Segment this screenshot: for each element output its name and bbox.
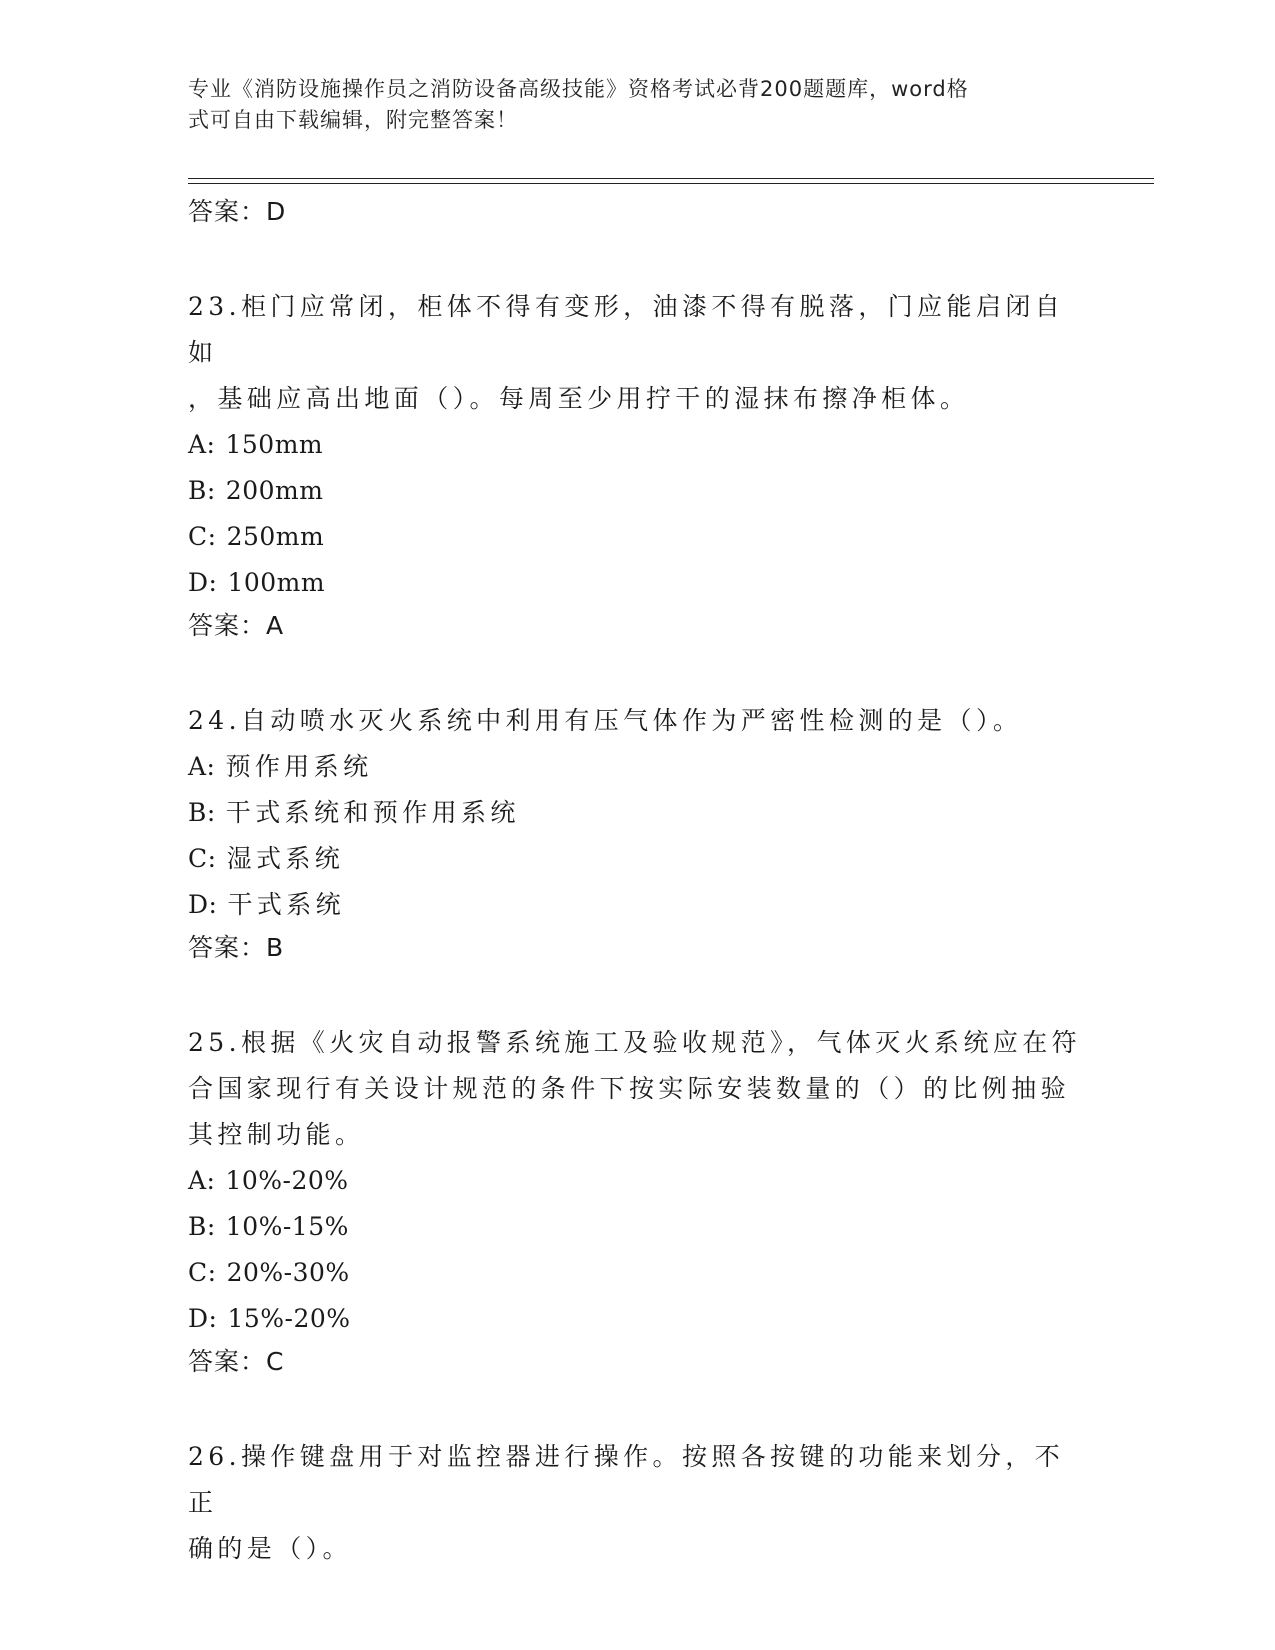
question-26-line-1: 26.操作键盘用于对监控器进行操作。按照各按键的功能来划分，不正 [188, 1442, 1065, 1517]
question-25-line-2: 合国家现行有关设计规范的条件下按实际安装数量的（）的比例抽验 [188, 1074, 1071, 1103]
question-23-option-c [188, 514, 1088, 560]
question-25 [188, 1020, 1088, 1382]
option-text: 200mm [225, 476, 324, 505]
question-24-option-b [188, 790, 1088, 836]
option-label: B: [188, 476, 216, 505]
header-divider-bottom [188, 183, 1154, 184]
option-text: 干式系统 [227, 890, 346, 919]
answer-25: 答案：C [188, 1347, 285, 1376]
option-label: A: [188, 1166, 216, 1195]
option-text: 干式系统和预作用系统 [225, 798, 520, 827]
option-text: 100mm [227, 568, 326, 597]
option-label: C: [188, 522, 217, 551]
question-25-line-1: 25.根据《火灾自动报警系统施工及验收规范》，气体灭火系统应在符 [188, 1028, 1082, 1057]
option-text: 10%-15% [225, 1212, 349, 1241]
question-24-option-d [188, 882, 1088, 928]
answer-23: 答案：A [188, 611, 285, 640]
question-23-line-2: ，基础应高出地面（）。每周至少用拧干的湿抹布擦净柜体。 [188, 384, 970, 413]
question-25-option-b [188, 1204, 1088, 1250]
question-26 [188, 1434, 1088, 1572]
question-24-option-c [188, 836, 1088, 882]
header-line-1: 专业《消防设施操作员之消防设备高级技能》资格考试必背200题题库，word格 [188, 77, 969, 101]
option-text: 20%-30% [226, 1258, 350, 1287]
option-label: C: [188, 844, 217, 873]
option-label: A: [188, 752, 216, 781]
question-26-line-2: 确的是（）。 [188, 1534, 352, 1563]
option-text: 预作用系统 [225, 752, 373, 781]
question-24-option-a [188, 744, 1088, 790]
option-text: 150mm [225, 430, 324, 459]
answer-24: 答案：B [188, 933, 285, 962]
answer-22: 答案：D [188, 197, 287, 226]
option-text: 湿式系统 [226, 844, 345, 873]
option-text: 250mm [226, 522, 325, 551]
question-23-option-a [188, 422, 1088, 468]
question-23 [188, 284, 1088, 646]
document-header [188, 74, 1068, 136]
question-25-option-a [188, 1158, 1088, 1204]
option-label: A: [188, 430, 216, 459]
option-text: 15%-20% [227, 1304, 351, 1333]
question-25-line-3: 其控制功能。 [188, 1120, 365, 1149]
option-label: B: [188, 798, 216, 827]
option-label: C: [188, 1258, 217, 1287]
question-23-option-d [188, 560, 1088, 606]
option-label: B: [188, 1212, 216, 1241]
question-24-line-1: 24.自动喷水灭火系统中利用有压气体作为严密性检测的是（）。 [188, 706, 1023, 735]
question-24 [188, 698, 1088, 968]
option-label: D: [188, 568, 218, 597]
header-line-2: 式可自由下载编辑，附完整答案！ [188, 108, 518, 132]
question-25-option-c [188, 1250, 1088, 1296]
option-label: D: [188, 1304, 218, 1333]
option-label: D: [188, 890, 218, 919]
question-23-line-1: 23.柜门应常闭，柜体不得有变形，油漆不得有脱落，门应能启闭自如 [188, 292, 1065, 367]
question-23-option-b [188, 468, 1088, 514]
question-25-option-d [188, 1296, 1088, 1342]
question-list [188, 192, 1088, 1572]
header-divider-top [188, 178, 1154, 179]
option-text: 10%-20% [225, 1166, 349, 1195]
